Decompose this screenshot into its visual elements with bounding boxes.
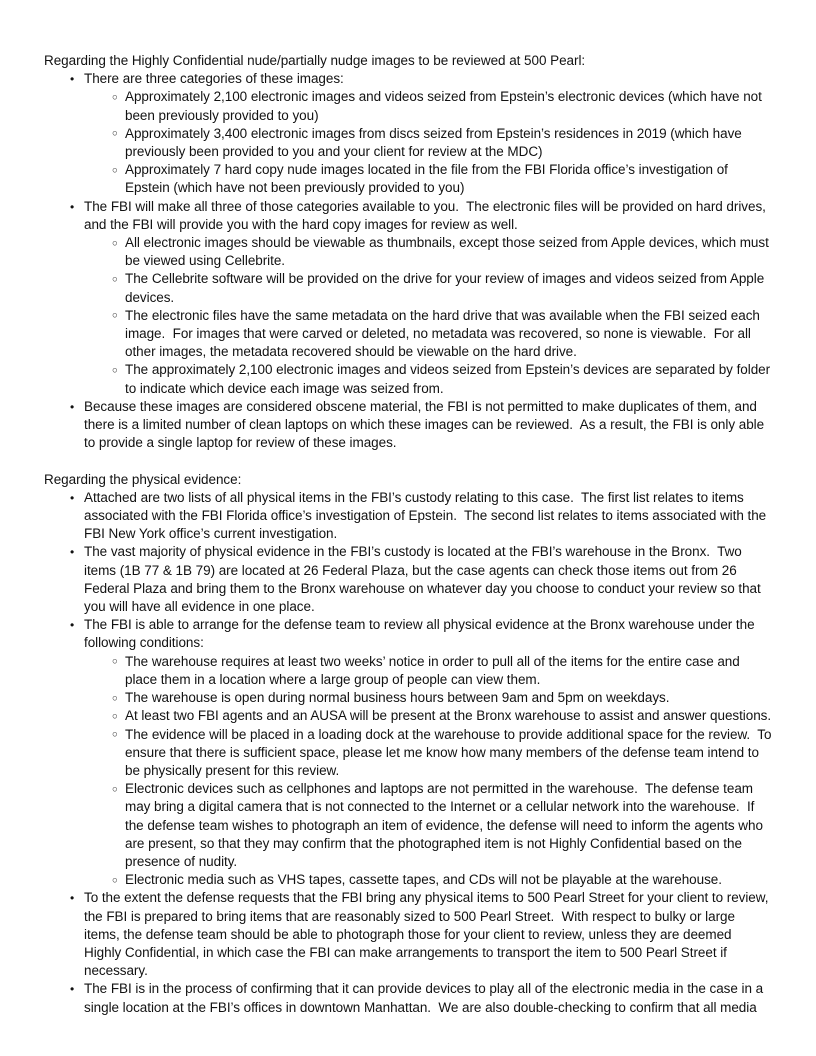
sub-list-item-text: Approximately 3,400 electronic images from discs seized from Epstein’s residences in 2019 (which have previously been provided to you and your client for review at the MDC)	[125, 125, 746, 160]
circle-bullet-icon: ○	[112, 783, 118, 795]
circle-bullet-icon: ○	[112, 164, 118, 176]
list-item	[70, 889, 772, 980]
sub-list-item-text: Electronic media such as VHS tapes, cassette tapes, and CDs will not be playable at the warehouse.	[125, 872, 722, 888]
sub-list-item	[112, 689, 772, 707]
sub-list-item	[112, 161, 772, 197]
circle-bullet-icon: ○	[112, 656, 118, 668]
bullet-icon: •	[70, 891, 75, 906]
circle-bullet-icon: ○	[112, 710, 118, 722]
sub-list-item-text: The electronic files have the same metadata on the hard drive that was available when the FBI seized each image. For images that were carved or deleted, no metadata was recovered, so none is viewable. For all other images, the metadata recovered should be viewable on the hard drive.	[125, 307, 764, 360]
section-intro: Regarding the physical evidence:	[44, 471, 242, 487]
sub-list-item-text: All electronic images should be viewable as thumbnails, except those seized from Apple devices, which must be viewed using Cellebrite.	[125, 235, 773, 269]
list-item-text: The FBI is in the process of confirming that it can provide devices to play all of the electronic media in the case in a single location at the FBI’s offices in downtown Manhattan. We are also double-checking to confirm that all media	[84, 981, 767, 1015]
bullet-icon: •	[70, 399, 75, 414]
list-item-text: The FBI will make all three of those categories available to you. The electronic files will be provided on hard drives, and the FBI will provide you with the hard copy images for review as well.	[84, 198, 770, 232]
bullet-icon: •	[70, 199, 75, 214]
list-item-text: The FBI is able to arrange for the defense team to review all physical evidence at the Bronx warehouse under the following conditions:	[84, 617, 759, 651]
section-intro: Regarding the Highly Confidential nude/partially nudge images to be reviewed at 500 Pearl:	[44, 53, 586, 68]
circle-bullet-icon: ○	[112, 364, 118, 376]
sub-list-item	[112, 125, 772, 161]
list-item	[70, 543, 772, 616]
list-item-text: To the extent the defense requests that the FBI bring any physical items to 500 Pearl Street for your client to review, the FBI is prepared to bring items that are reasonably sized to 500 Pearl Street. With respect to bulky or large items, the defense team should be able to photograph those for your client to review, unless they are deemed Highly Confidential, in which case the FBI can make arrangements to transport the item to 500 Pearl Street if necessary.	[84, 890, 773, 979]
list-item	[70, 489, 772, 544]
circle-bullet-icon: ○	[112, 273, 118, 285]
list-item-text: Attached are two lists of all physical items in the FBI’s custody relating to this case. The first list relates to items associated with the FBI Florida office’s investigation of Epstein. The second list relates to items associated with the FBI New York office’s current investigation.	[84, 489, 770, 542]
bullet-icon: •	[70, 545, 75, 560]
sub-list-item	[112, 707, 772, 725]
sub-list-item-text: Approximately 2,100 electronic images and videos seized from Epstein’s electronic devices (which have not been previously provided to you)	[125, 89, 766, 123]
sub-list-item	[112, 780, 772, 871]
circle-bullet-icon: ○	[112, 874, 118, 886]
list-item	[70, 980, 772, 1016]
list-item-text: Because these images are considered obscene material, the FBI is not permitted to make duplicates of them, and there is a limited number of clean laptops on which these images can be reviewed. As a result, the FBI is only able to provide a single laptop for review of these images.	[84, 398, 768, 451]
list-item-text: There are three categories of these images:	[84, 71, 344, 87]
list-item	[70, 398, 772, 453]
list-item-text: The vast majority of physical evidence in the FBI’s custody is located at the FBI’s warehouse in the Bronx. Two items (1B 77 & 1B 79) are located at 26 Federal Plaza, but the case agents can check those items out from 26 Federal Plaza and bring them to the Bronx warehouse on whatever day you choose to conduct your review so that you will have all evidence in one place.	[84, 544, 765, 615]
sub-list-item-text: Approximately 7 hard copy nude images located in the file from the FBI Florida office’s investigation of Epstein (which have not been previously provided to you)	[125, 162, 732, 196]
sub-list-item	[112, 653, 772, 689]
circle-bullet-icon: ○	[112, 91, 118, 103]
circle-bullet-icon: ○	[112, 128, 118, 140]
bullet-list	[44, 489, 776, 1017]
sub-list-item	[112, 88, 772, 124]
sub-list-item	[112, 726, 776, 781]
document-content	[44, 52, 776, 1017]
bullet-list	[44, 70, 772, 452]
circle-bullet-icon: ○	[112, 237, 118, 249]
sub-bullet-list	[84, 653, 776, 890]
bullet-icon: •	[70, 490, 75, 505]
sub-list-item-text: The warehouse requires at least two weeks’ notice in order to pull all of the items for the entire case and place them in a location where a large group of people can view them.	[125, 653, 744, 687]
list-item	[70, 616, 776, 889]
list-item	[70, 70, 772, 197]
bullet-icon: •	[70, 982, 75, 997]
sub-list-item	[112, 361, 772, 397]
sub-list-item	[112, 234, 772, 270]
sub-list-item-text: Electronic devices such as cellphones and laptops are not permitted in the warehouse. The defense team may bring a digital camera that is not connected to the Internet or a cellular network into the warehouse. If the defense team wishes to photograph an item of evidence, the defense will need to inform the agents who are present, so that they may confirm that the photographed item is not Highly Confidential based on the presence of nudity.	[125, 781, 767, 869]
sub-list-item-text: At least two FBI agents and an AUSA will be present at the Bronx warehouse to assist and answer questions.	[125, 708, 772, 724]
sub-list-item-text: The approximately 2,100 electronic images and videos seized from Epstein’s devices are separated by folder to indicate which device each image was seized from.	[125, 362, 774, 396]
sub-list-item-text: The Cellebrite software will be provided on the drive for your review of images and videos seized from Apple devices.	[125, 271, 768, 305]
bullet-icon: •	[70, 618, 75, 633]
sub-bullet-list	[84, 88, 772, 197]
list-item	[70, 198, 772, 398]
sub-bullet-list	[84, 234, 772, 398]
sub-list-item-text: The evidence will be placed in a loading dock at the warehouse to provide additional space for the review. To ensure that there is sufficient space, please let me know how many members of the defense team intend to be physically present for this review.	[125, 726, 776, 778]
circle-bullet-icon: ○	[112, 310, 118, 322]
sub-list-item	[112, 871, 772, 889]
circle-bullet-icon: ○	[112, 692, 118, 704]
sub-list-item	[112, 270, 772, 306]
sub-list-item-text: The warehouse is open during normal business hours between 9am and 5pm on weekdays.	[125, 690, 670, 706]
bullet-icon: •	[70, 72, 75, 87]
sub-list-item	[112, 307, 772, 362]
circle-bullet-icon: ○	[112, 729, 118, 740]
